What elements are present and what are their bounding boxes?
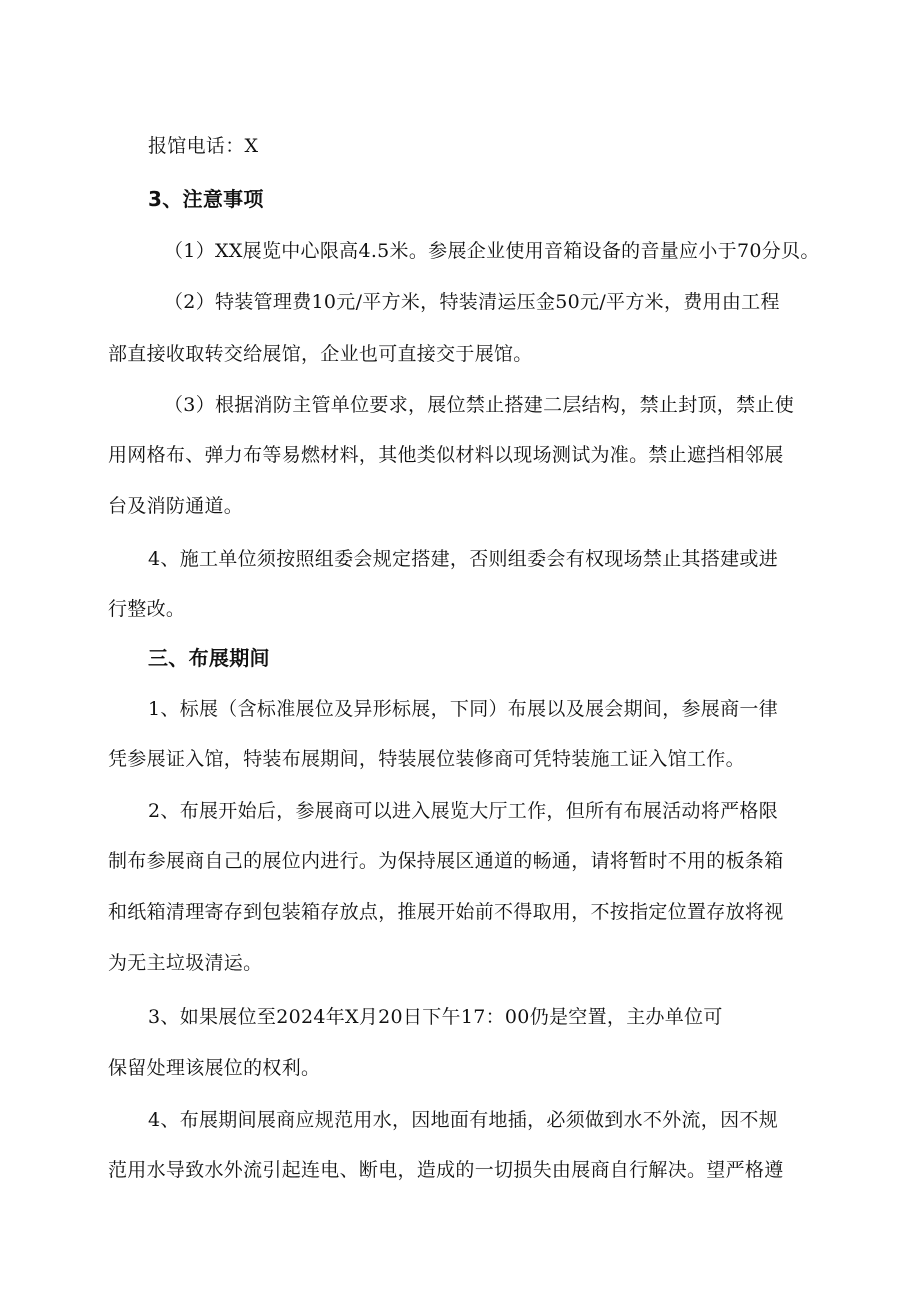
section-heading-setup: 三、布展期间: [148, 646, 270, 670]
setup-2-line-1: 2、布展开始后，参展商可以进入展览大厅工作，但所有布展活动将严格限: [148, 800, 778, 822]
item-4-line-2: 行整改。: [108, 598, 186, 620]
note-3-line-2: 用网格布、弹力布等易燃材料，其他类似材料以现场测试为准。禁止遮挡相邻展: [108, 444, 784, 466]
note-2-line-1: （2）特装管理费10元/平方米，特装清运压金50元/平方米，费用由工程: [164, 291, 780, 313]
setup-2-line-2: 制布参展商自己的展位内进行。为保持展区通道的畅通，请将暂时不用的板条箱: [108, 850, 784, 872]
item-4-line-1: 4、施工单位须按照组委会规定搭建，否则组委会有权现场禁止其搭建或进: [148, 548, 778, 570]
section-heading-notes: 3、注意事项: [148, 187, 264, 211]
setup-1-line-1: 1、标展（含标准展位及异形标展，下同）布展以及展会期间，参展商一律: [148, 698, 778, 720]
setup-3-line-1: 3、如果展位至2024年X月20日下午17：00仍是空置，主办单位可: [148, 1006, 723, 1028]
setup-3-line-2: 保留处理该展位的权利。: [108, 1057, 321, 1079]
setup-1-line-2: 凭参展证入馆，特装布展期间，特装展位装修商可凭特装施工证入馆工作。: [108, 748, 745, 770]
note-3-line-3: 台及消防通道。: [108, 495, 244, 517]
note-3-line-1: （3）根据消防主管单位要求，展位禁止搭建二层结构，禁止封顶，禁止使: [164, 394, 794, 416]
setup-2-line-3: 和纸箱清理寄存到包装箱存放点，推展开始前不得取用，不按指定位置存放将视: [108, 901, 784, 923]
note-1: （1）XX展览中心限高4.5米。参展企业使用音箱设备的音量应小于70分贝。: [164, 240, 820, 262]
setup-4-line-2: 范用水导致水外流引起连电、断电，造成的一切损失由展商自行解决。望严格遵: [108, 1159, 784, 1181]
setup-2-line-4: 为无主垃圾清运。: [108, 952, 263, 974]
phone-line: 报馆电话：X: [148, 135, 259, 157]
setup-4-line-1: 4、布展期间展商应规范用水，因地面有地插，必须做到水不外流，因不规: [148, 1109, 778, 1131]
note-2-line-2: 部直接收取转交给展馆，企业也可直接交于展馆。: [108, 343, 533, 365]
